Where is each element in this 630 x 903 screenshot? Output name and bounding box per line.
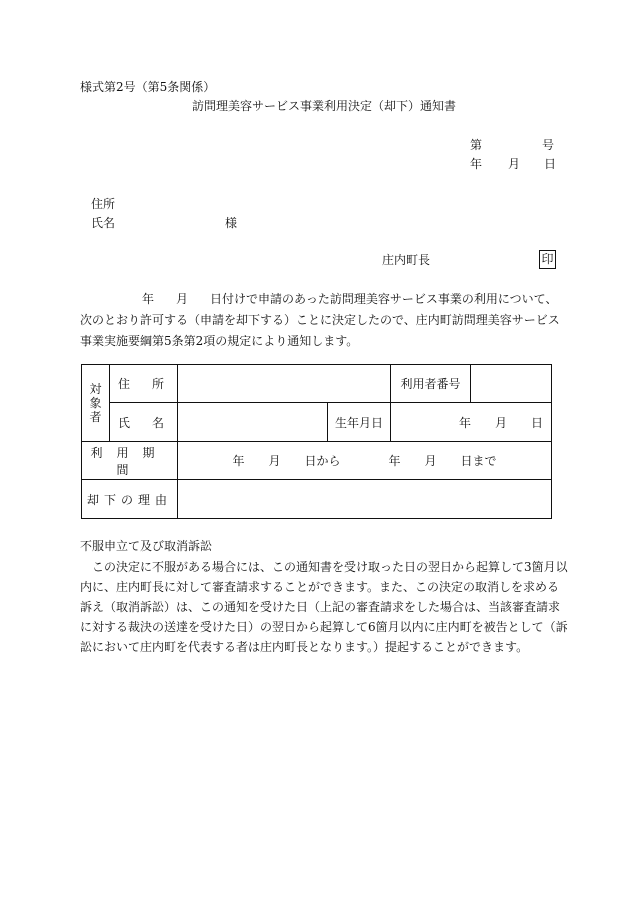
issuer-title: 庄内町長: [382, 253, 431, 267]
recipient-honorific: 様: [225, 216, 238, 230]
notice-year: 年: [142, 292, 155, 306]
objection-line: 訟において庄内町を代表する者は庄内町長となります。）提起することができます。: [80, 640, 529, 654]
objection-line: 訴え（取消訴訟）は、この通知を受けた日（上記の審査請求をした場合は、当該審査請求: [80, 600, 561, 614]
subject-label: 対象者: [82, 365, 110, 442]
address-label: 住 所: [110, 365, 178, 403]
notice-line-1: [80, 289, 570, 310]
form-number: 様式第2号（第5条関係）: [80, 80, 216, 94]
recipient-address-label: 住所: [91, 197, 116, 211]
birthdate-value[interactable]: 年 月 日: [391, 403, 552, 442]
notice-body: [80, 289, 570, 352]
name-label: 氏 名: [110, 403, 178, 442]
subject-table: [81, 364, 552, 519]
notice-month: 月: [176, 292, 189, 306]
rejection-reason-value[interactable]: [178, 480, 552, 519]
period-label: 利用期間: [82, 442, 178, 480]
objection-body: [80, 557, 570, 657]
issue-date-day: 日: [544, 157, 557, 171]
objection-line: 内に、庄内町長に対して審査請求することができます。また、この決定の取消しを求める: [80, 580, 560, 594]
user-number-value[interactable]: [471, 365, 552, 403]
objection-line: に対する裁決の送達を受けた日）の翌日から起算して6箇月以内に庄内町を被告として（訴: [80, 620, 568, 634]
notice-line-1-rest: 日付けで申請のあった訪問理美容サービス事業の利用について、: [210, 292, 558, 306]
objection-line: この決定に不服がある場合には、この通知書を受け取った日の翌日から起算して3箇月以: [92, 560, 568, 574]
recipient-name-label: 氏名: [91, 216, 116, 230]
issue-date: [470, 156, 556, 172]
document-number-suffix: 号: [542, 138, 555, 152]
period-value[interactable]: 年 月 日から 年 月 日まで: [178, 442, 552, 480]
rejection-reason-label: 却下の理由: [82, 480, 178, 519]
address-value[interactable]: [178, 365, 391, 403]
document-title: 訪問理美容サービス事業利用決定（却下）通知書: [192, 99, 457, 113]
notice-line-2: 次のとおり許可する（申請を却下する）ことに決定したので、庄内町訪問理美容サービス: [80, 313, 560, 327]
document-number-prefix: 第: [470, 138, 483, 152]
user-number-label: 利用者番号: [391, 365, 471, 403]
issue-date-year: 年: [470, 157, 483, 171]
seal-mark: 印: [539, 250, 556, 269]
birthdate-label: 生年月日: [328, 403, 391, 442]
name-value[interactable]: [178, 403, 328, 442]
issue-date-month: 月: [508, 157, 521, 171]
objection-heading: 不服申立て及び取消訴訟: [80, 539, 213, 553]
notice-line-3: 事業実施要綱第5条第2項の規定により通知します。: [80, 334, 359, 348]
